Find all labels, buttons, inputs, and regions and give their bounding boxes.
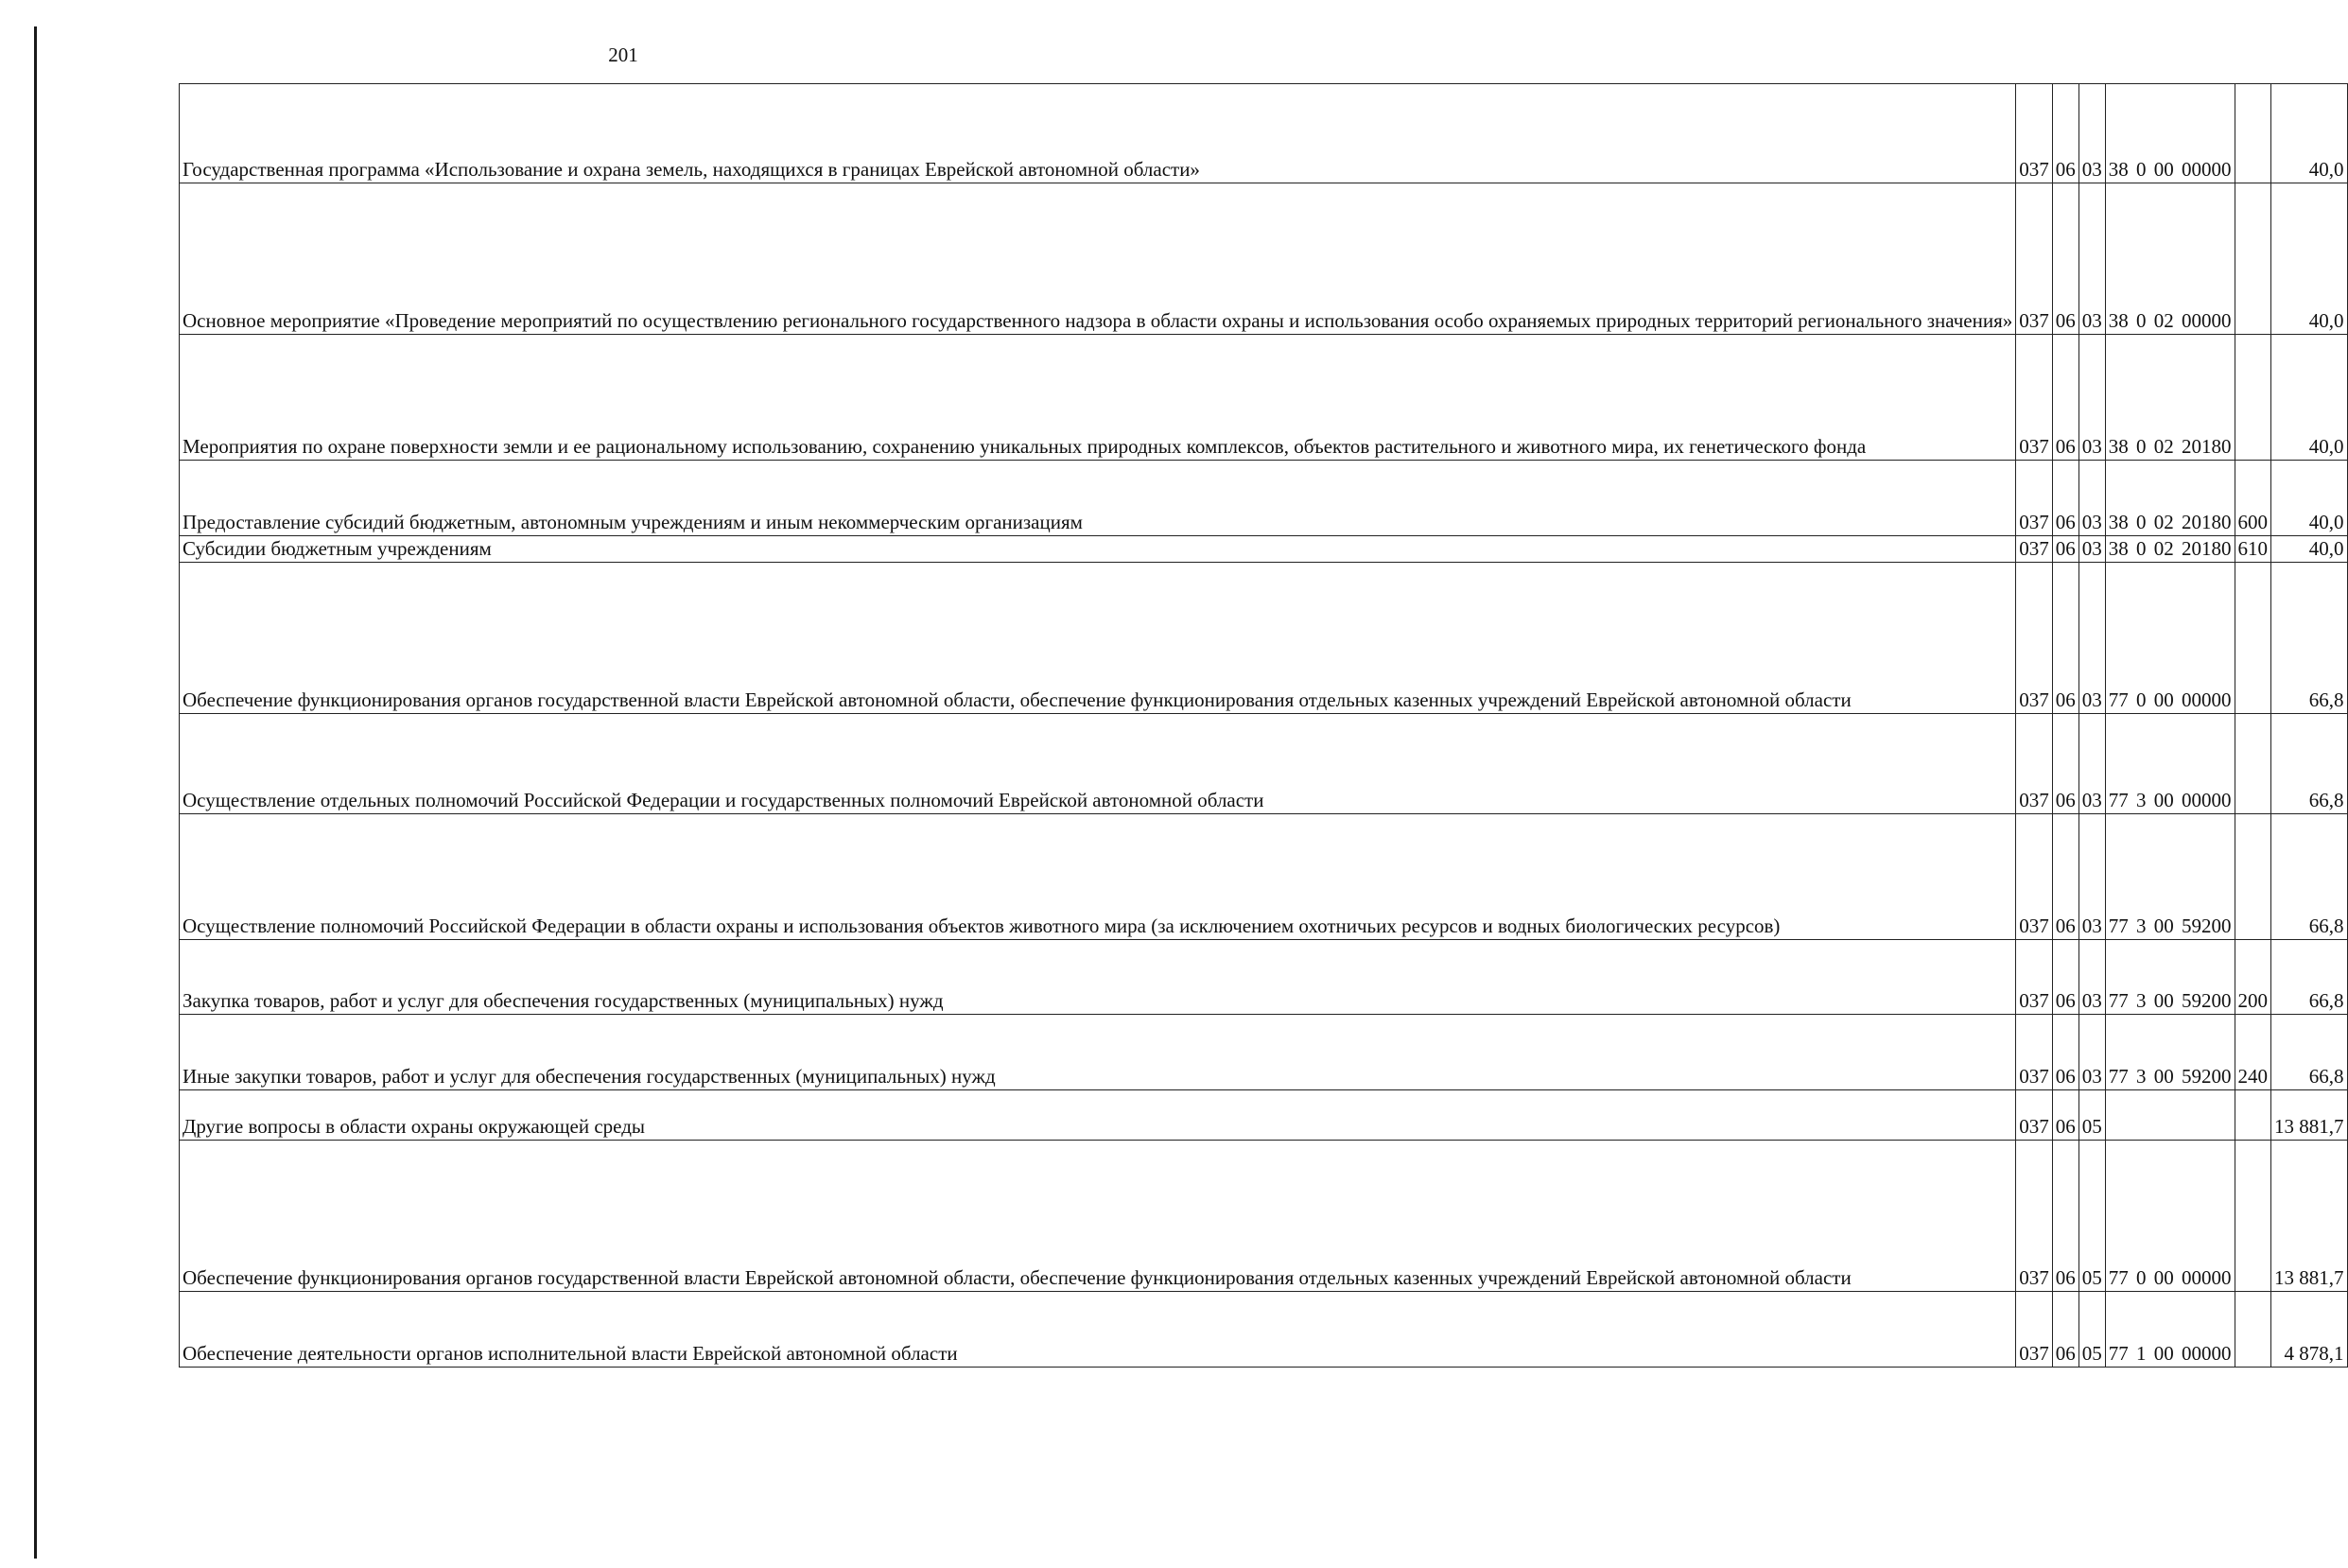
row-section-cell: 06 (2052, 1090, 2078, 1141)
row-target-article-cell: 77 3 00 59200 (2105, 940, 2235, 1015)
row-amount-cell: 40,0 (2271, 536, 2348, 563)
row-grbs-cell: 037 (2016, 714, 2053, 814)
row-subsection-cell: 05 (2078, 1090, 2105, 1141)
row-subsection-cell: 03 (2078, 536, 2105, 563)
row-amount-cell: 4 878,1 (2271, 1292, 2348, 1368)
row-amount-cell: 66,8 (2271, 940, 2348, 1015)
row-amount-cell: 66,8 (2271, 563, 2348, 714)
row-section-cell: 06 (2052, 1141, 2078, 1292)
row-grbs-cell: 037 (2016, 536, 2053, 563)
row-section-cell: 06 (2052, 1292, 2078, 1368)
table-row (180, 335, 2348, 461)
row-amount-cell: 13 881,7 (2271, 1141, 2348, 1292)
row-name-cell: Основное мероприятие «Проведение мероприятий по осуществлению регионального государственного надзора в области охраны и использования особо охраняемых природных территорий регионального значения» (180, 183, 2016, 335)
row-name-cell: Обеспечение функционирования органов государственной власти Еврейской автономной области, обеспечение функционирования отдельных казенных учреждений Еврейской автономной области (180, 1141, 2016, 1292)
row-subsection-cell: 03 (2078, 814, 2105, 940)
row-expense-type-cell: 610 (2235, 536, 2271, 563)
row-name-cell: Предоставление субсидий бюджетным, автономным учреждениям и иным некоммерческим организациям (180, 461, 2016, 536)
row-target-article-cell: 38 0 02 20180 (2105, 461, 2235, 536)
row-subsection-cell: 03 (2078, 335, 2105, 461)
row-section-cell: 06 (2052, 183, 2078, 335)
row-expense-type-cell (2235, 1292, 2271, 1368)
row-grbs-cell: 037 (2016, 1015, 2053, 1090)
row-target-article-cell (2105, 1090, 2235, 1141)
row-grbs-cell: 037 (2016, 1090, 2053, 1141)
row-expense-type-cell (2235, 183, 2271, 335)
row-target-article-cell: 38 0 02 00000 (2105, 183, 2235, 335)
row-amount-cell: 66,8 (2271, 814, 2348, 940)
table-row (180, 1292, 2348, 1368)
row-section-cell: 06 (2052, 536, 2078, 563)
row-subsection-cell: 03 (2078, 1015, 2105, 1090)
row-grbs-cell: 037 (2016, 335, 2053, 461)
row-section-cell: 06 (2052, 940, 2078, 1015)
row-amount-cell: 66,8 (2271, 714, 2348, 814)
row-section-cell: 06 (2052, 84, 2078, 183)
row-subsection-cell: 05 (2078, 1292, 2105, 1368)
row-amount-cell: 40,0 (2271, 335, 2348, 461)
row-expense-type-cell (2235, 335, 2271, 461)
row-target-article-cell: 77 3 00 00000 (2105, 714, 2235, 814)
row-amount-cell: 66,8 (2271, 1015, 2348, 1090)
row-subsection-cell: 03 (2078, 563, 2105, 714)
row-name-cell: Субсидии бюджетным учреждениям (180, 536, 2016, 563)
row-section-cell: 06 (2052, 563, 2078, 714)
row-section-cell: 06 (2052, 461, 2078, 536)
row-name-cell: Мероприятия по охране поверхности земли и ее рациональному использованию, сохранению уникальных природных комплексов, объектов растительного и животного мира, их генетического фонда (180, 335, 2016, 461)
row-name-cell: Обеспечение функционирования органов государственной власти Еврейской автономной области, обеспечение функционирования отдельных казенных учреждений Еврейской автономной области (180, 563, 2016, 714)
table-row (180, 84, 2348, 183)
row-amount-cell: 40,0 (2271, 461, 2348, 536)
row-target-article-cell: 77 0 00 00000 (2105, 563, 2235, 714)
row-target-article-cell: 38 0 00 00000 (2105, 84, 2235, 183)
row-expense-type-cell (2235, 1141, 2271, 1292)
row-name-cell: Государственная программа «Использование и охрана земель, находящихся в границах Еврейской автономной области» (180, 84, 2016, 183)
table-row (180, 940, 2348, 1015)
budget-table-body (180, 84, 2348, 1368)
table-row (180, 714, 2348, 814)
page-number: 201 (608, 44, 638, 66)
row-name-cell: Осуществление отдельных полномочий Российской Федерации и государственных полномочий Еврейской автономной области (180, 714, 2016, 814)
table-row (180, 1015, 2348, 1090)
table-row (180, 536, 2348, 563)
row-target-article-cell: 77 0 00 00000 (2105, 1141, 2235, 1292)
row-subsection-cell: 05 (2078, 1141, 2105, 1292)
row-target-article-cell: 77 3 00 59200 (2105, 814, 2235, 940)
row-subsection-cell: 03 (2078, 183, 2105, 335)
row-grbs-cell: 037 (2016, 461, 2053, 536)
table-row (180, 814, 2348, 940)
table-row (180, 563, 2348, 714)
table-row (180, 1141, 2348, 1292)
row-name-cell: Осуществление полномочий Российской Федерации в области охраны и использования объектов животного мира (за исключением охотничьих ресурсов и водных биологических ресурсов) (180, 814, 2016, 940)
row-amount-cell: 13 881,7 (2271, 1090, 2348, 1141)
row-expense-type-cell: 200 (2235, 940, 2271, 1015)
row-section-cell: 06 (2052, 814, 2078, 940)
row-subsection-cell: 03 (2078, 940, 2105, 1015)
table-row (180, 183, 2348, 335)
row-target-article-cell: 77 1 00 00000 (2105, 1292, 2235, 1368)
row-grbs-cell: 037 (2016, 1141, 2053, 1292)
row-grbs-cell: 037 (2016, 814, 2053, 940)
row-grbs-cell: 037 (2016, 84, 2053, 183)
row-expense-type-cell (2235, 1090, 2271, 1141)
row-subsection-cell: 03 (2078, 84, 2105, 183)
row-amount-cell: 40,0 (2271, 183, 2348, 335)
row-section-cell: 06 (2052, 1015, 2078, 1090)
row-expense-type-cell (2235, 563, 2271, 714)
row-target-article-cell: 38 0 02 20180 (2105, 335, 2235, 461)
row-grbs-cell: 037 (2016, 1292, 2053, 1368)
row-grbs-cell: 037 (2016, 563, 2053, 714)
row-expense-type-cell: 240 (2235, 1015, 2271, 1090)
row-name-cell: Закупка товаров, работ и услуг для обеспечения государственных (муниципальных) нужд (180, 940, 2016, 1015)
row-grbs-cell: 037 (2016, 183, 2053, 335)
row-target-article-cell: 77 3 00 59200 (2105, 1015, 2235, 1090)
row-expense-type-cell (2235, 814, 2271, 940)
row-subsection-cell: 03 (2078, 461, 2105, 536)
row-expense-type-cell: 600 (2235, 461, 2271, 536)
budget-table (179, 83, 2348, 1368)
table-row (180, 461, 2348, 536)
row-name-cell: Другие вопросы в области охраны окружающей среды (180, 1090, 2016, 1141)
row-section-cell: 06 (2052, 714, 2078, 814)
binding-edge-line (34, 26, 37, 1559)
row-name-cell: Иные закупки товаров, работ и услуг для обеспечения государственных (муниципальных) нужд (180, 1015, 2016, 1090)
row-amount-cell: 40,0 (2271, 84, 2348, 183)
row-section-cell: 06 (2052, 335, 2078, 461)
row-expense-type-cell (2235, 84, 2271, 183)
row-target-article-cell: 38 0 02 20180 (2105, 536, 2235, 563)
row-name-cell: Обеспечение деятельности органов исполнительной власти Еврейской автономной области (180, 1292, 2016, 1368)
row-expense-type-cell (2235, 714, 2271, 814)
row-subsection-cell: 03 (2078, 714, 2105, 814)
table-row (180, 1090, 2348, 1141)
row-grbs-cell: 037 (2016, 940, 2053, 1015)
